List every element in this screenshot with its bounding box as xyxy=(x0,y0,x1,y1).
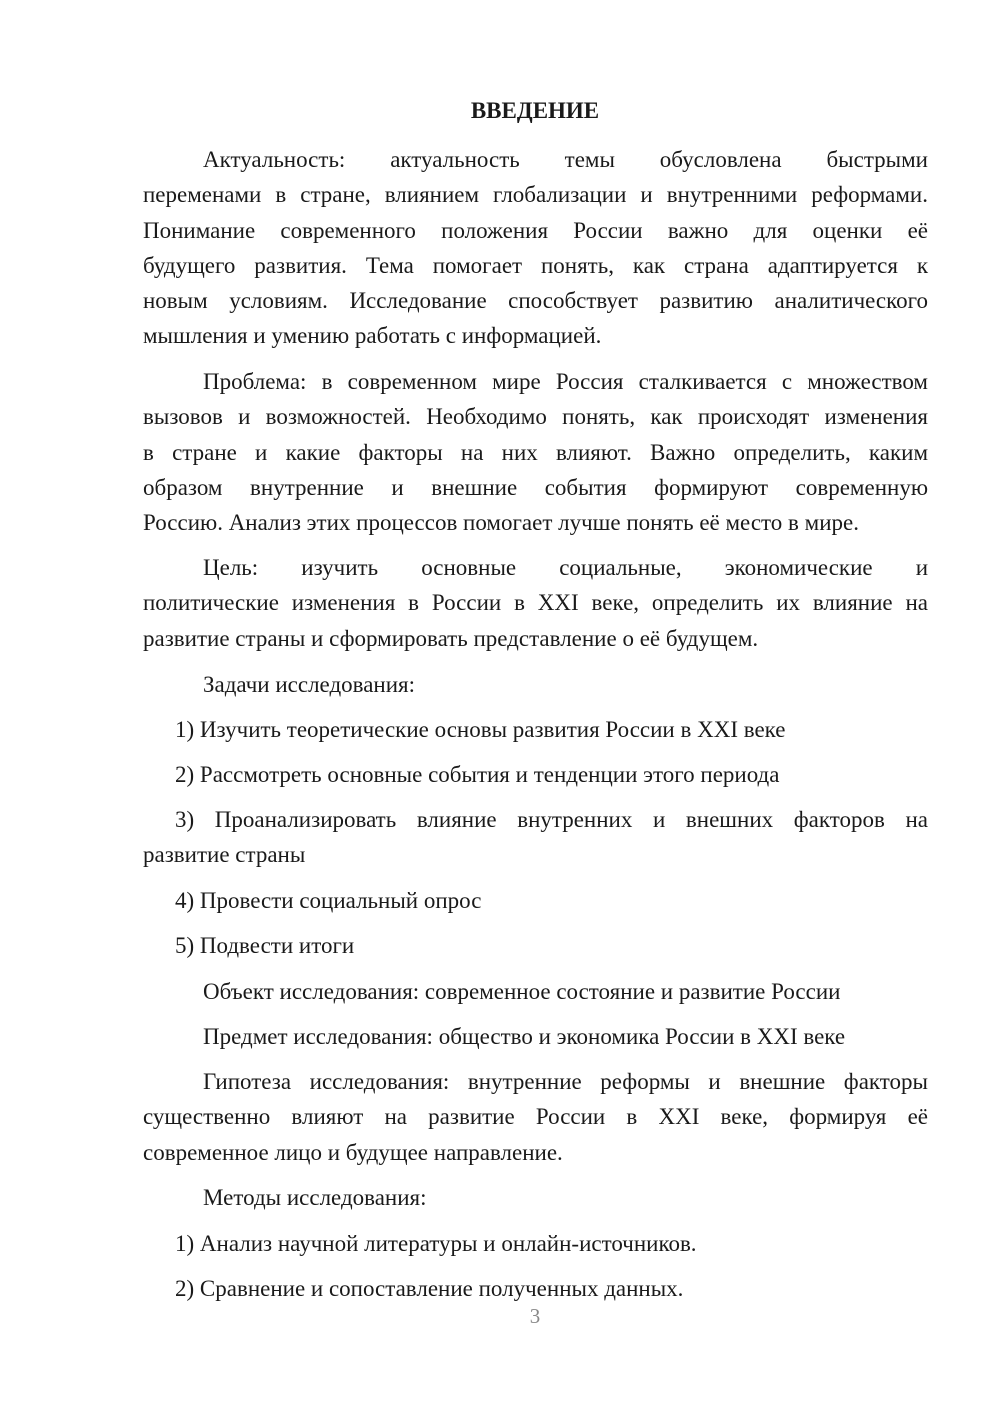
text-line: 4) Провести социальный опрос xyxy=(175,888,482,913)
paragraph xyxy=(143,1271,928,1306)
text-line: вызовов и возможностей. Необходимо понять, как происходят изменения xyxy=(143,404,928,430)
paragraph xyxy=(143,883,928,918)
text-line: Объект исследования: современное состояние и развитие России xyxy=(203,979,841,1004)
text-line: переменами в стране, влиянием глобализации и внутренними реформами. xyxy=(143,182,928,208)
text-line: 2) Сравнение и сопоставление полученных данных. xyxy=(175,1276,684,1301)
text-line: развитие страны и сформировать представление о её будущем. xyxy=(143,625,759,651)
text-line: Гипотеза исследования: внутренние реформы и внешние факторы xyxy=(203,1069,928,1094)
text-line: 3) Проанализировать влияние внутренних и внешних факторов на xyxy=(175,807,928,832)
text-line: Проблема: в современном мире Россия сталкивается с множеством xyxy=(203,369,928,394)
text-line: 1) Изучить теоретические основы развития России в XXI веке xyxy=(175,717,786,742)
paragraph xyxy=(143,712,928,747)
text-line: в стране и какие факторы на них влияют. Важно определить, каким xyxy=(143,439,928,465)
paragraph xyxy=(143,1180,928,1215)
text-line: Россию. Анализ этих процессов помогает лучше понять её место в мире. xyxy=(143,510,859,536)
paragraph xyxy=(143,142,928,354)
text-line: Методы исследования: xyxy=(203,1185,427,1210)
text-line: 2) Рассмотреть основные события и тенденции этого периода xyxy=(175,762,780,787)
paragraph xyxy=(143,757,928,792)
text-line: политические изменения в России в XXI веке, определить их влияние на xyxy=(143,590,928,616)
text-line: развитие страны xyxy=(143,842,306,868)
page-number: 3 xyxy=(529,1304,541,1328)
text-line: современное лицо и будущее направление. xyxy=(143,1139,563,1165)
paragraph xyxy=(143,928,928,963)
text-line: Цель: изучить основные социальные, экономические и xyxy=(203,555,928,580)
text-line: Предмет исследования: общество и экономика России в XXI веке xyxy=(203,1024,846,1049)
paragraph xyxy=(143,1064,928,1170)
text-line: Понимание современного положения России важно для оценки её xyxy=(143,217,928,243)
text-line: 5) Подвести итоги xyxy=(175,933,355,958)
text-line: образом внутренние и внешние события формируют современную xyxy=(143,474,928,500)
text-line: существенно влияют на развитие России в XXI веке, формируя её xyxy=(143,1104,928,1130)
paragraph xyxy=(143,364,928,540)
page-title: ВВЕДЕНИЕ xyxy=(470,98,600,123)
text-line: новым условиям. Исследование способствует развитию аналитического xyxy=(143,288,928,314)
text-line: 1) Анализ научной литературы и онлайн-источников. xyxy=(175,1231,697,1256)
paragraph xyxy=(143,1019,928,1054)
text-line: Задачи исследования: xyxy=(203,672,416,697)
paragraph xyxy=(143,802,928,873)
text-line: будущего развития. Тема помогает понять, как страна адаптируется к xyxy=(143,252,928,278)
paragraph xyxy=(143,1226,928,1261)
text-line: Актуальность: актуальность темы обусловлена быстрыми xyxy=(203,147,928,172)
paragraph xyxy=(143,667,928,702)
text-line: мышления и умению работать с информацией. xyxy=(143,323,602,349)
paragraph xyxy=(143,974,928,1009)
paragraph xyxy=(143,550,928,656)
